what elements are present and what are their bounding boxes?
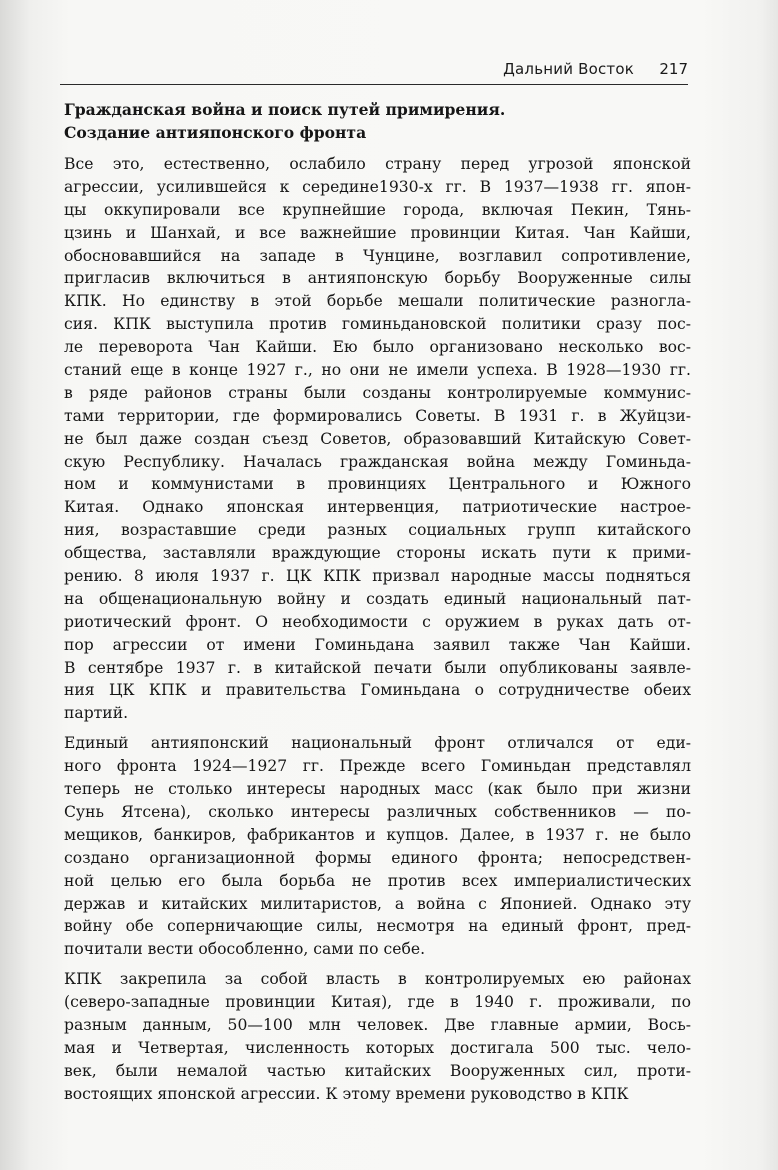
text-line: войну обе соперничающие силы, несмотря на единый фронт, пред- [64,917,691,936]
text-line: общества, заставляли враждующие стороны искать пути к прими- [64,544,691,563]
text-line: век, были немалой частью китайских Вооруженных сил, проти- [64,1061,691,1080]
text-line: создано организационной формы единого фронта; непосредствен- [64,848,691,867]
text-line: Китая. Однако японская интервенция, патриотические настрое- [64,498,691,517]
text-line: Единый антияпонский национальный фронт отличался от еди- [64,734,691,753]
text-line: сия. КПК выступила против гоминьдановской политики сразу пос- [64,315,691,334]
text-line: рению. 8 июля 1937 г. ЦК КПК призвал народные массы подняться [64,567,691,586]
text-line: цы оккупировали все крупнейшие города, включая Пекин, Тянь- [64,200,691,219]
text-line: станий еще в конце 1927 г., но они не имели успеха. В 1928—1930 гг. [64,361,691,380]
text-line: ной целью его была борьба не против всех империалистических [64,871,691,890]
paragraph [64,153,691,725]
text-line: обосновавшийся на западе в Чунцине, возглавил сопротивление, [64,246,691,265]
text-line: почитали вести обособленно, сами по себе. [64,940,426,959]
text-line: не был даже создан съезд Советов, образовавший Китайскую Совет- [64,429,691,448]
text-line: партий. [64,704,129,723]
section-heading [64,98,691,144]
text-line: Все это, естественно, ослабило страну перед угрозой японской [64,155,691,173]
text-line: КПК. Но единству в этой борьбе мешали политические разногла- [64,292,691,311]
text-line: мая и Четвертая, численность которых достигала 500 тыс. чело- [64,1038,691,1057]
section-heading-line: Создание антияпонского фронта [64,123,367,142]
page-body [64,98,691,1113]
text-line: теперь не столько интересы народных масс (как было при жизни [64,780,691,799]
text-line: востоящих японской агрессии. К этому времени руководство в КПК [64,1084,629,1103]
text-line: ния ЦК КПК и правительства Гоминьдана о сотрудничестве обеих [64,681,691,700]
text-line: (северо-западные провинции Китая), где в 1940 г. проживали, по [64,993,691,1012]
text-line: ле переворота Чан Кайши. Ею было организовано несколько вос- [64,338,691,357]
running-header [60,54,688,85]
text-line: пригласив включиться в антияпонскую борьбу Вооруженные силы [64,269,691,288]
page-number: 217 [659,60,688,78]
text-line: пор агрессии от имени Гоминьдана заявил также Чан Кайши. [64,635,691,654]
text-line: держав и китайских милитаристов, а война с Японией. Однако эту [64,894,691,913]
section-heading-line: Гражданская война и поиск путей примирения. [64,100,506,119]
paragraph [64,968,691,1105]
text-line: мещиков, банкиров, фабрикантов и купцов. Далее, в 1937 г. не было [64,825,691,844]
text-line: Сунь Ятсена), сколько интересы различных собственников — по- [64,802,691,821]
text-line: КПК закрепила за собой власть в контролируемых ею районах [64,970,691,989]
text-line: ном и коммунистами в провинциях Центрального и Южного [64,475,691,494]
text-line: на общенациональную войну и создать единый национальный пат- [64,589,691,608]
paragraph [64,732,691,961]
text-line: ния, возраставшие среди разных социальных групп китайского [64,521,691,540]
text-line: в ряде районов страны были созданы контролируемые коммунис- [64,383,691,402]
text-line: цзинь и Шанхай, и все важнейшие провинции Китая. Чан Кайши, [64,223,691,242]
text-line: риотический фронт. О необходимости с оружием в руках дать от- [64,612,691,631]
text-line: ного фронта 1924—1927 гг. Прежде всего Гоминьдан представлял [64,757,691,776]
text-line: тами территории, где формировались Советы. В 1931 г. в Жуйцзи- [64,406,691,425]
text-line: агрессии, усилившейся к середине1930-х гг. В 1937—1938 гг. япон- [64,177,691,196]
text-line: В сентябре 1937 г. в китайской печати были опубликованы заявле- [64,658,691,677]
text-line: разным данным, 50—100 млн человек. Две главные армии, Вось- [64,1015,691,1034]
text-line: скую Республику. Началась гражданская война между Гоминьда- [64,452,691,471]
running-title: Дальний Восток [503,60,634,78]
